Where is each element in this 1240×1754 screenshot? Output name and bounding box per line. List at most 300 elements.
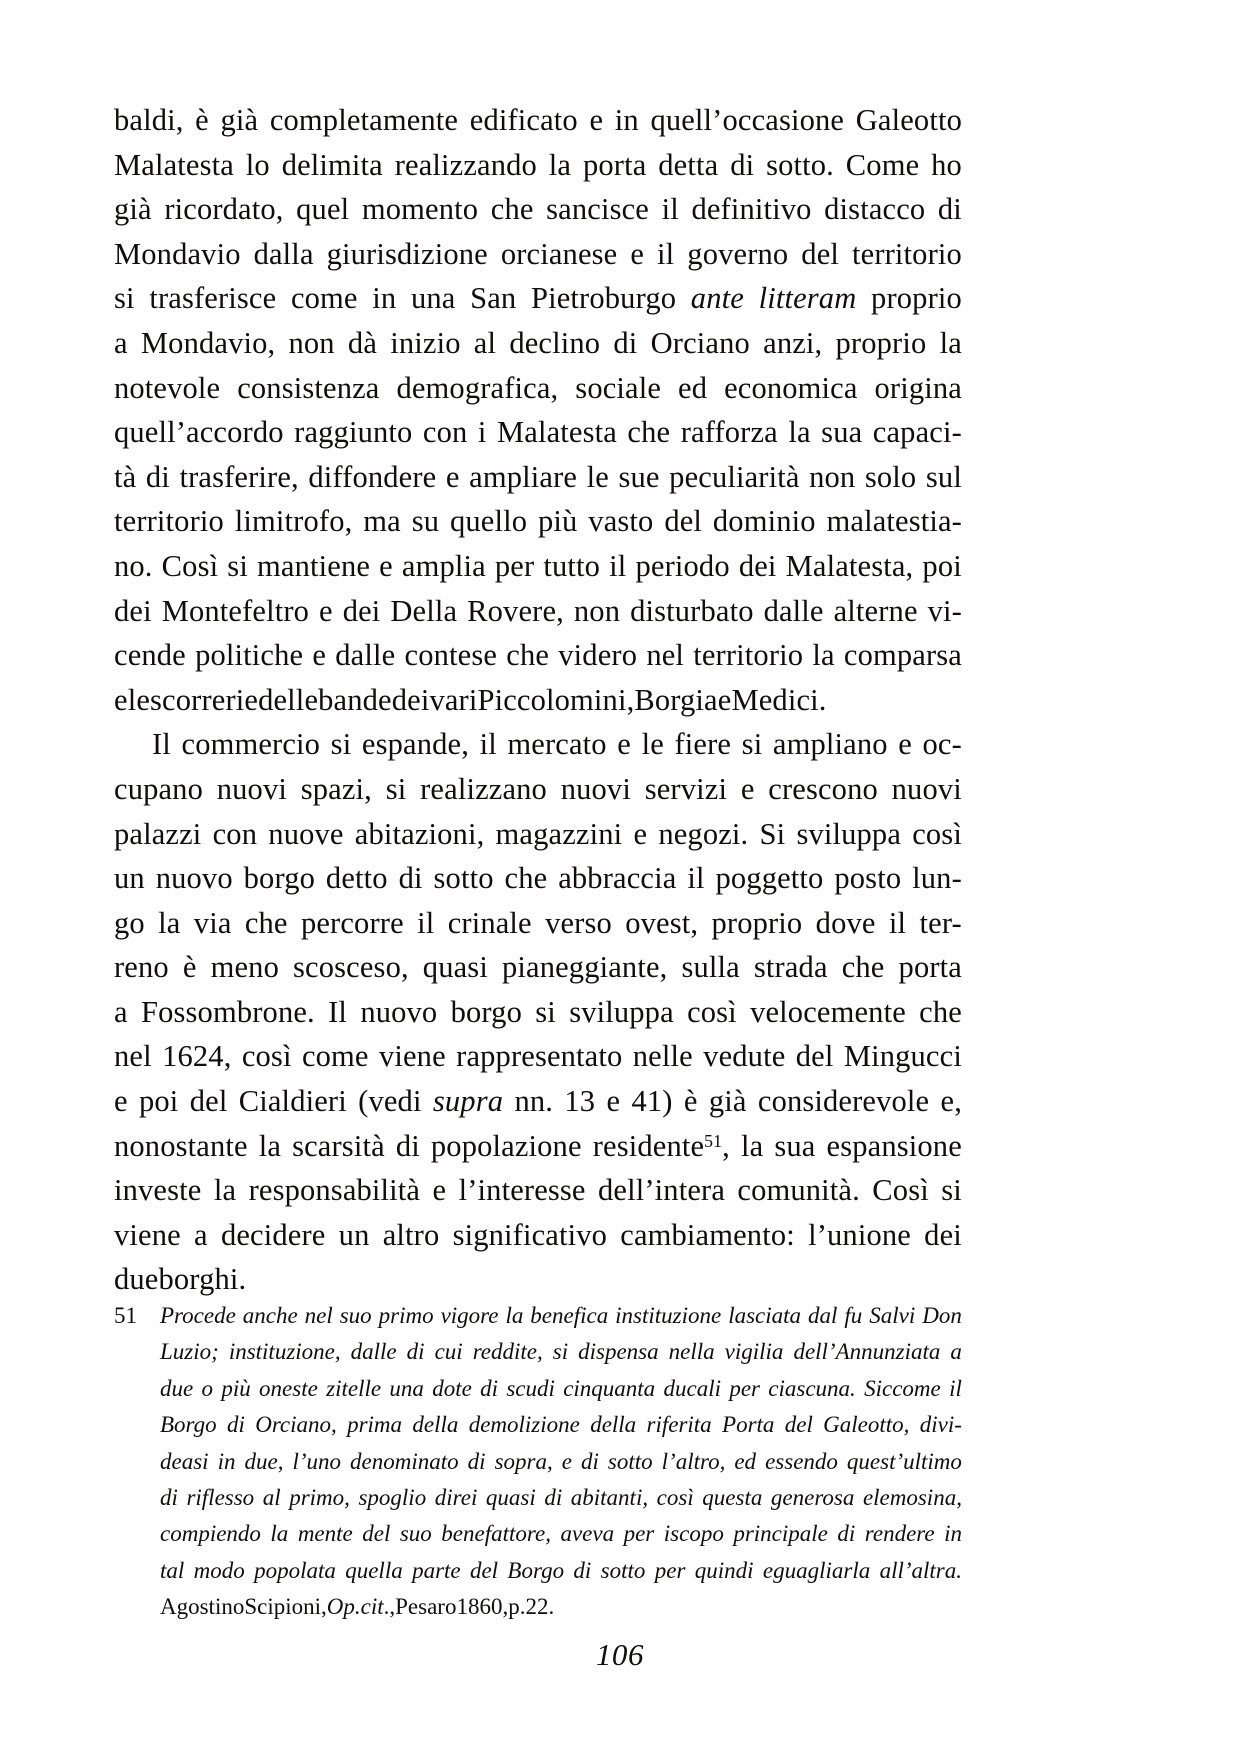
line-word: strada: [753, 950, 828, 985]
line-word: di: [395, 1128, 420, 1163]
line-word: consistenza: [237, 370, 380, 405]
line-word: come: [301, 1039, 369, 1074]
footnote-word: prima: [347, 1412, 403, 1438]
line-word: vi-: [927, 593, 962, 628]
line-word: quell’accordo: [114, 415, 284, 450]
line-word: fiere: [674, 727, 732, 762]
line-word: ovest,: [625, 905, 699, 940]
footnote-word: Siccome: [864, 1375, 941, 1401]
footnote-word: del: [784, 1412, 813, 1438]
line-word: scosceso,: [293, 950, 409, 985]
line-word: tà: [114, 459, 137, 494]
line-word: dalle: [763, 593, 824, 628]
footnote-word: in: [217, 1448, 236, 1474]
line-word: vari: [429, 682, 478, 717]
footnote-word: Porta: [722, 1412, 775, 1438]
footnote-word: Agostino: [160, 1594, 245, 1620]
line-word: di: [613, 325, 638, 360]
text-line: [114, 1124, 962, 1169]
footnote-word: di: [837, 1521, 856, 1547]
line-word: non: [809, 459, 856, 494]
footnote-word: per: [729, 1375, 760, 1401]
line-word: nuovi: [560, 771, 631, 806]
footnote-word: sotto: [607, 1448, 653, 1474]
line-word: il: [417, 905, 435, 940]
line-word: territorio: [852, 236, 962, 271]
line-word: i: [477, 415, 487, 450]
line-word: non: [573, 593, 621, 628]
line-word: Pietroburgo: [531, 281, 677, 316]
line-word: malatestia-: [826, 504, 962, 539]
footnote-word: Orciano,: [255, 1412, 337, 1438]
line-word: in: [614, 103, 639, 137]
footnote-word: anche: [242, 1303, 298, 1328]
line-word: raggiunto: [294, 415, 413, 450]
line-word: 41): [631, 1084, 673, 1119]
line-word: abbraccia: [558, 861, 677, 896]
footnote-word: scudi: [506, 1375, 555, 1401]
footnote-word: del: [469, 1557, 499, 1583]
footnote-word: Scipioni,: [244, 1594, 327, 1620]
line-word: e: [445, 459, 460, 494]
line-word: quel: [296, 192, 350, 227]
line-word: ter-: [919, 905, 962, 940]
line-word: 1624,: [162, 1039, 232, 1074]
line-word: la: [812, 638, 835, 673]
line-word: [433, 1079, 503, 1124]
line-word: e: [617, 727, 631, 762]
line-word: la: [939, 325, 962, 360]
line-word: Così: [872, 1173, 929, 1208]
line-word: distacco: [824, 192, 926, 227]
line-word: del: [664, 504, 703, 539]
line-word: economica: [724, 370, 858, 405]
footnote-word: nella: [668, 1339, 715, 1365]
line-word: delimita: [281, 147, 383, 182]
line-word: dell’intera: [598, 1173, 726, 1208]
line-word: porta: [582, 147, 647, 182]
footnote-word: spoglio: [358, 1485, 427, 1511]
line-word: ricordato,: [164, 192, 284, 227]
footnote-word: quindi: [694, 1557, 754, 1583]
line-word: comunità.: [737, 1173, 860, 1208]
line-word: e: [432, 1173, 447, 1208]
text-line: [114, 499, 962, 544]
line-word: sul: [925, 459, 962, 494]
footnote-word: all’altra.: [879, 1557, 962, 1583]
line-word: di: [937, 192, 962, 227]
line-word: porta: [898, 950, 962, 985]
text-line: [114, 410, 962, 455]
line-word: la: [741, 1128, 764, 1163]
line-word: rafforza: [680, 415, 778, 450]
line-word: percorre: [300, 905, 404, 940]
footnote-line: [160, 1589, 962, 1625]
line-word: proprio: [835, 325, 927, 360]
body-paragraph: [114, 722, 962, 1302]
line-word: lun-: [912, 861, 962, 896]
line-word: reno: [114, 950, 169, 985]
footnote-line: [160, 1407, 962, 1443]
line-word: Come: [845, 147, 920, 182]
footnote-word: ducali: [663, 1375, 721, 1401]
line-word: del: [189, 1084, 228, 1119]
text-column: [114, 98, 962, 1302]
footnote-word: del: [362, 1521, 391, 1547]
footnote-word: iscopo: [663, 1521, 724, 1547]
text-line: [114, 589, 962, 634]
footnote-word: suo: [399, 1521, 432, 1547]
footnote-word: per: [623, 1521, 655, 1547]
line-word: è: [182, 950, 197, 985]
footnote-word: instituzione: [615, 1303, 722, 1328]
text-line: [114, 901, 962, 946]
footnote-word: reddite,: [472, 1339, 543, 1365]
line-word: nuove: [268, 816, 344, 851]
line-word: che: [841, 950, 885, 985]
emphasis-text: ante: [690, 281, 744, 316]
line-word: dei: [738, 548, 777, 583]
footnote-word: nel: [304, 1303, 333, 1328]
footnote-line: [160, 1516, 962, 1552]
footnote-word: cit.,: [360, 1594, 396, 1620]
line-word: che: [919, 994, 962, 1029]
line-word: viene: [378, 1039, 446, 1074]
footnote-word: lasciata: [728, 1303, 802, 1328]
line-word: popolazione: [430, 1128, 582, 1163]
line-word: nn.: [514, 1084, 554, 1119]
footnote-number: 51: [114, 1303, 137, 1328]
text-line: [114, 98, 962, 143]
line-word: a: [194, 1217, 208, 1252]
line-word: dei: [924, 1217, 962, 1252]
line-word: realizzando: [394, 147, 537, 182]
line-word: come: [290, 281, 358, 316]
line-word: viene: [114, 1217, 181, 1252]
line-word: poi: [922, 548, 962, 583]
line-word: Rovere,: [467, 593, 564, 628]
footnote-word: la: [270, 1521, 289, 1547]
line-word: realizzano: [420, 771, 547, 806]
footnote-word: mente: [297, 1521, 353, 1547]
line-word: alterne: [833, 593, 918, 628]
line-word: si: [330, 727, 352, 762]
line-word: altro: [382, 1217, 440, 1252]
line-word: l’interesse: [458, 1173, 586, 1208]
footnote-word: riferita: [646, 1412, 712, 1438]
line-word: il: [661, 192, 679, 227]
footnote-word: riflesso: [186, 1485, 255, 1511]
line-word: Mondavio,: [140, 325, 276, 360]
footnote-word: instituzione,: [228, 1339, 341, 1365]
line-word: il: [888, 905, 907, 940]
line-word: comparsa: [843, 638, 962, 673]
line-word: un: [338, 1217, 370, 1252]
line-word: di: [398, 861, 423, 896]
line-word: baldi,: [114, 103, 184, 137]
line-word: politiche: [195, 638, 304, 673]
line-word: nuovi: [891, 771, 962, 806]
footnote-word: di: [573, 1557, 592, 1583]
footnote-word: due,: [244, 1448, 284, 1474]
footnote-word: Borgo: [507, 1557, 565, 1583]
footnote-word: di: [544, 1485, 563, 1511]
footnote-word: a: [950, 1339, 962, 1365]
line-word: quasi: [422, 950, 488, 985]
line-word: le: [127, 682, 151, 717]
line-word: borgo: [243, 861, 316, 896]
line-word: sua: [774, 1128, 816, 1163]
line-word: con: [212, 816, 258, 851]
footnote-word: Luzio;: [160, 1339, 219, 1365]
line-word: origina: [874, 370, 962, 405]
line-word: Piccolomini,: [477, 682, 635, 717]
line-word: crinale: [447, 905, 532, 940]
footnote-word: l’altro,: [661, 1448, 726, 1474]
text-line: [114, 812, 962, 857]
line-word: territorio: [693, 638, 804, 673]
line-word: la: [548, 147, 572, 182]
line-word: responsabilità: [248, 1173, 421, 1208]
line-word: rappresentato: [456, 1039, 623, 1074]
line-word: si: [741, 727, 763, 762]
footnote-word: di: [480, 1375, 498, 1401]
line-word: così: [687, 994, 737, 1029]
footnote-word: di: [580, 1448, 599, 1474]
page-folio: 106: [595, 1637, 645, 1672]
line-word: scarsità: [292, 1128, 385, 1163]
line-word: dei: [391, 682, 430, 717]
line-word: sua: [821, 415, 863, 450]
line-word: periodo: [635, 548, 730, 583]
line-word: nuovi: [216, 771, 287, 806]
line-word: Cialdieri: [238, 1084, 347, 1119]
footnote-word: benefica: [530, 1303, 609, 1328]
footnote-word: la: [505, 1303, 524, 1328]
line-word: che: [506, 638, 550, 673]
text-line: [114, 455, 962, 500]
line-word: detto: [325, 861, 388, 896]
footnote-word: ciascuna.: [768, 1375, 856, 1401]
line-word: Malatesta: [114, 147, 234, 182]
text-line: [114, 1079, 962, 1124]
footnote-word: denominato: [350, 1448, 459, 1474]
footnote-word: elemosina,: [862, 1485, 962, 1511]
text-line: [114, 1034, 962, 1079]
line-word: dei: [114, 593, 152, 628]
line-word: via: [193, 905, 232, 940]
footnote-word: deasi: [160, 1448, 209, 1474]
text-line: [114, 321, 962, 366]
line-word: Il: [328, 994, 348, 1029]
line-word: espansione: [826, 1128, 962, 1163]
footnote-word: quasi: [485, 1485, 536, 1511]
line-word: è: [195, 103, 209, 137]
line-word: bande: [318, 682, 392, 717]
footnote-word: compiendo: [160, 1521, 261, 1547]
line-word: vedute: [703, 1039, 786, 1074]
footnote-text: [160, 1298, 962, 1626]
footnote-word: benefattore,: [441, 1521, 551, 1547]
text-line: [114, 187, 962, 232]
footnote-word: due: [160, 1375, 194, 1401]
line-word: si: [385, 771, 407, 806]
emphasis-text: supra: [432, 1084, 504, 1119]
footnote-word: e: [561, 1448, 572, 1474]
footnote-word: rendere: [864, 1521, 935, 1547]
line-word: residente$^{51}$,: [592, 1128, 730, 1163]
text-line: [114, 143, 962, 188]
line-word: sotto: [433, 861, 494, 896]
line-word: di: [145, 459, 170, 494]
line-word: dove: [815, 905, 876, 940]
text-line: [114, 366, 962, 411]
line-word: amplia: [401, 548, 486, 583]
line-word: le: [586, 459, 609, 494]
line-word: crescono: [768, 771, 878, 806]
line-word: il: [479, 727, 497, 762]
line-word: sotto.: [766, 147, 834, 182]
line-word: dominio: [712, 504, 816, 539]
line-word: e: [898, 727, 912, 762]
line-word: già: [220, 103, 259, 137]
line-word: San: [470, 281, 517, 316]
text-line: [114, 856, 962, 901]
footnote-word: dote: [432, 1375, 472, 1401]
line-word: giurisdizione: [326, 236, 488, 271]
footnote-word: sopra,: [494, 1448, 553, 1474]
line-word: una: [410, 281, 456, 316]
line-word: e: [740, 771, 755, 806]
footnote-word: dal: [808, 1303, 838, 1328]
line-word: ma: [363, 504, 401, 539]
footnote-word: quest’ultimo: [846, 1448, 962, 1474]
line-word: sociale: [575, 370, 662, 405]
line-word: vasto: [588, 504, 654, 539]
line-word: lo: [245, 147, 270, 182]
line-word: Così: [161, 548, 219, 583]
body-text: [114, 98, 962, 1302]
footnote-reference[interactable]: 51: [704, 1130, 723, 1151]
line-word: (vedi: [358, 1084, 422, 1119]
line-word: cende: [114, 638, 186, 673]
text-line: [114, 232, 962, 277]
line-word: mercato: [507, 727, 607, 762]
line-word: palazzi: [114, 816, 202, 851]
line-word: 13: [564, 1084, 596, 1119]
line-word: trasferisce: [149, 281, 277, 316]
line-word: peculiarità: [669, 459, 800, 494]
line-word: così: [912, 816, 962, 851]
line-word: la: [213, 1173, 237, 1208]
line-word: del: [801, 236, 840, 271]
line-word: cupano: [114, 771, 203, 806]
footnote-word: per: [654, 1557, 686, 1583]
line-word: [691, 276, 744, 321]
line-word: sancisce: [546, 192, 649, 227]
footnote-word: così: [656, 1485, 694, 1511]
line-word: per: [494, 548, 535, 583]
footnote-word: cinquanta: [563, 1375, 656, 1401]
line-word: trasferire,: [179, 459, 299, 494]
line-word: il: [687, 861, 705, 896]
footnote-word: di: [406, 1339, 425, 1365]
line-word: considerevole: [757, 1084, 930, 1119]
footnote-word: si: [552, 1339, 569, 1365]
footnote-word: p.: [508, 1594, 526, 1620]
line-word: investe: [114, 1173, 202, 1208]
footnote-line: [160, 1444, 962, 1480]
line-word: poggetto: [715, 861, 824, 896]
line-word: detta: [658, 147, 719, 182]
line-word: negozi.: [658, 816, 749, 851]
footnote-word: parte: [412, 1557, 461, 1583]
line-word: sviluppa: [796, 816, 902, 851]
line-word: e: [630, 236, 645, 271]
footnote-word: in: [944, 1521, 962, 1547]
line-word: e: [589, 103, 604, 137]
text-line: [114, 1257, 962, 1302]
footnote-word: vigore: [440, 1303, 499, 1328]
line-word: quell’occasione: [650, 103, 845, 137]
line-word: Orciano: [650, 325, 750, 360]
line-word: e,: [940, 1084, 962, 1119]
footnote-word: o: [201, 1375, 214, 1401]
line-word: ampliano: [772, 727, 888, 762]
line-word: servizi: [644, 771, 728, 806]
line-word: Malatesta: [497, 415, 617, 450]
footnote-word: oneste: [259, 1375, 318, 1401]
footnote-word: della: [590, 1412, 637, 1438]
footnote-word: ed: [734, 1448, 757, 1474]
footnote-word: il: [949, 1375, 962, 1401]
footnote-word: quella: [345, 1557, 403, 1583]
line-word: espande,: [361, 727, 469, 762]
line-word: e: [606, 1084, 621, 1119]
footnote-word: sotto: [600, 1557, 646, 1583]
line-word: solo: [864, 459, 917, 494]
line-word: a: [114, 325, 128, 360]
footnote-word: cui: [434, 1339, 463, 1365]
footnote-word: Salvi: [869, 1303, 916, 1328]
line-word: due: [114, 1262, 159, 1297]
footnote-word: dell’Annunziata: [793, 1339, 941, 1365]
line-word: abitazioni,: [354, 816, 485, 851]
footnote-word: primo: [378, 1303, 434, 1328]
line-word: Fossombrone.: [140, 994, 315, 1029]
line-word: Si: [759, 816, 786, 851]
line-word: limitrofo,: [234, 504, 353, 539]
text-line: [114, 1168, 962, 1213]
line-word: go: [114, 905, 145, 940]
line-word: un: [114, 861, 145, 896]
footnote-line: [160, 1480, 962, 1516]
line-word: Galeotto: [855, 103, 962, 137]
line-word: sue: [618, 459, 660, 494]
footnote-word: Galeotto,: [823, 1412, 910, 1438]
line-word: capaci-: [872, 415, 962, 450]
line-word: delle: [258, 682, 319, 717]
line-word: diffondere: [308, 459, 437, 494]
line-word: nuovo: [360, 994, 438, 1029]
line-word: quello: [449, 504, 528, 539]
line-word: decidere: [220, 1217, 326, 1252]
line-word: si: [114, 281, 135, 316]
line-word: così: [241, 1039, 292, 1074]
line-word: declino: [509, 325, 601, 360]
text-line: [114, 544, 962, 589]
line-word: velocemente: [750, 994, 906, 1029]
